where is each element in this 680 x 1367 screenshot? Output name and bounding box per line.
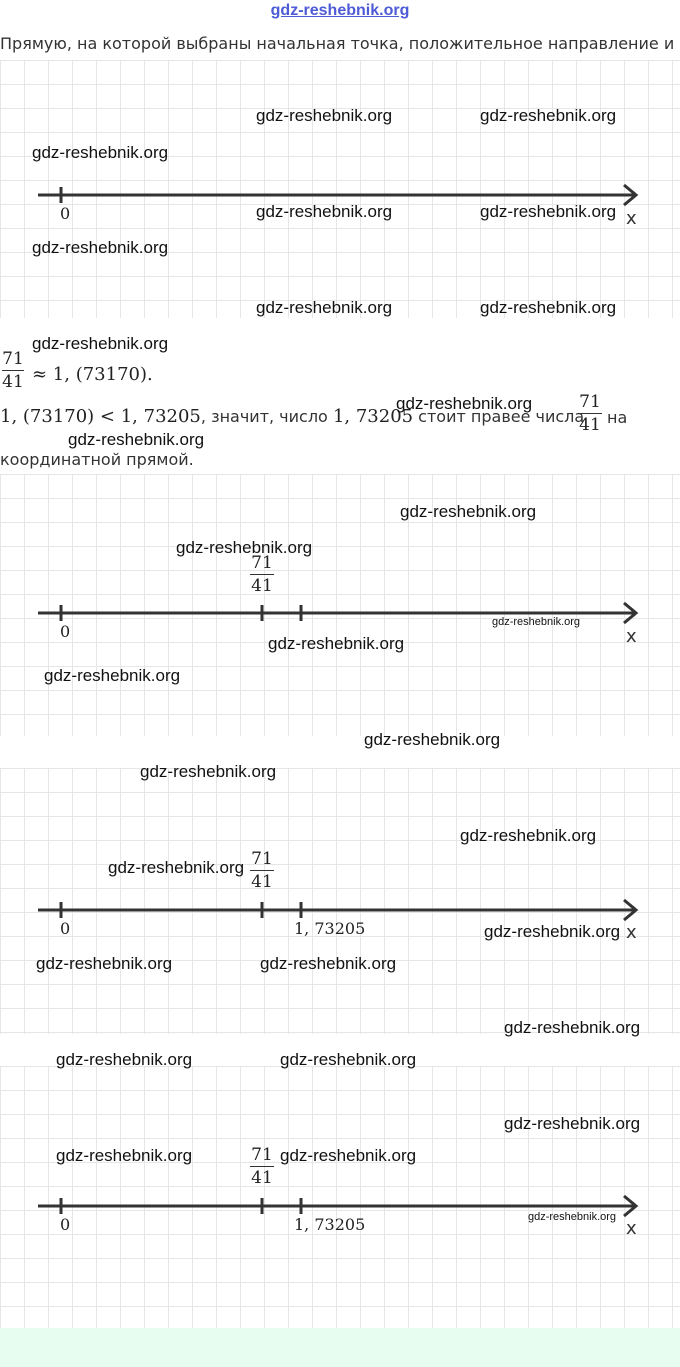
intro-text: Прямую, на которой выбраны начальная точка, положительное направление и <box>0 34 675 53</box>
fraction-numerator: 71 <box>2 349 24 369</box>
fraction-71-41: 71 41 <box>251 849 273 892</box>
x-axis-label: x <box>626 626 637 647</box>
watermark: gdz-reshebnik.org <box>528 1211 617 1223</box>
watermark: gdz-reshebnik.org <box>32 334 169 353</box>
point-label-1-73205: 1, 73205 <box>294 919 366 938</box>
watermark: gdz-reshebnik.org <box>364 730 501 749</box>
watermark: gdz-reshebnik.org <box>44 666 181 685</box>
watermark: gdz-reshebnik.org <box>32 238 169 257</box>
watermark: gdz-reshebnik.org <box>140 762 277 781</box>
watermark: gdz-reshebnik.org <box>492 616 581 628</box>
watermark: gdz-reshebnik.org <box>480 106 617 125</box>
zero-label: 0 <box>60 919 71 938</box>
watermark: gdz-reshebnik.org <box>256 106 393 125</box>
watermark: gdz-reshebnik.org <box>108 858 245 877</box>
fraction-71-41: 71 41 <box>251 553 273 596</box>
watermark: gdz-reshebnik.org <box>36 954 173 973</box>
x-axis-label: x <box>626 922 637 943</box>
watermark: gdz-reshebnik.org <box>484 922 621 941</box>
comparison-mid: , значит, число <box>200 407 333 426</box>
watermark: gdz-reshebnik.org <box>480 202 617 221</box>
watermark: gdz-reshebnik.org <box>56 1050 193 1069</box>
point-label-1-73205: 1, 73205 <box>294 1215 366 1234</box>
approx-expression: ≈ 1, (73170). <box>32 364 153 385</box>
zero-label: 0 <box>60 1215 71 1234</box>
fraction-71-41 <box>2 349 24 392</box>
watermark: gdz-reshebnik.org <box>68 430 205 449</box>
watermark: gdz-reshebnik.org <box>256 202 393 221</box>
watermark: gdz-reshebnik.org <box>480 298 617 317</box>
watermark: gdz-reshebnik.org <box>268 634 405 653</box>
watermark: gdz-reshebnik.org <box>56 1146 193 1165</box>
comparison-after: стоит правее числа <box>413 407 585 426</box>
watermark: gdz-reshebnik.org <box>256 298 393 317</box>
fraction-denominator: 41 <box>2 372 24 392</box>
watermark: gdz-reshebnik.org <box>176 538 313 557</box>
watermark: gdz-reshebnik.org <box>260 954 397 973</box>
bottom-band <box>0 1328 680 1367</box>
watermark: gdz-reshebnik.org <box>400 502 537 521</box>
x-axis-label: x <box>626 208 637 229</box>
comparison-value: 1, 73205 <box>332 406 414 427</box>
zero-label: 0 <box>60 622 71 641</box>
fraction-71-41: 71 41 <box>251 1145 273 1188</box>
watermark: gdz-reshebnik.org <box>32 143 169 162</box>
x-axis-label: x <box>626 1218 637 1239</box>
fraction-71-41: 71 41 <box>579 392 601 435</box>
watermark: gdz-reshebnik.org <box>460 826 597 845</box>
comparison-line-2: координатной прямой. <box>0 450 194 469</box>
zero-label: 0 <box>60 204 71 223</box>
watermark: gdz-reshebnik.org <box>504 1018 641 1037</box>
watermark: gdz-reshebnik.org <box>504 1114 641 1133</box>
watermark: gdz-reshebnik.org <box>396 394 533 413</box>
comparison-lhs: 1, (73170) < 1, 73205 <box>0 406 201 427</box>
comparison-end: на <box>607 408 628 427</box>
site-link[interactable]: gdz-reshebnik.org <box>270 2 410 19</box>
watermark: gdz-reshebnik.org <box>280 1146 417 1165</box>
watermark: gdz-reshebnik.org <box>280 1050 417 1069</box>
